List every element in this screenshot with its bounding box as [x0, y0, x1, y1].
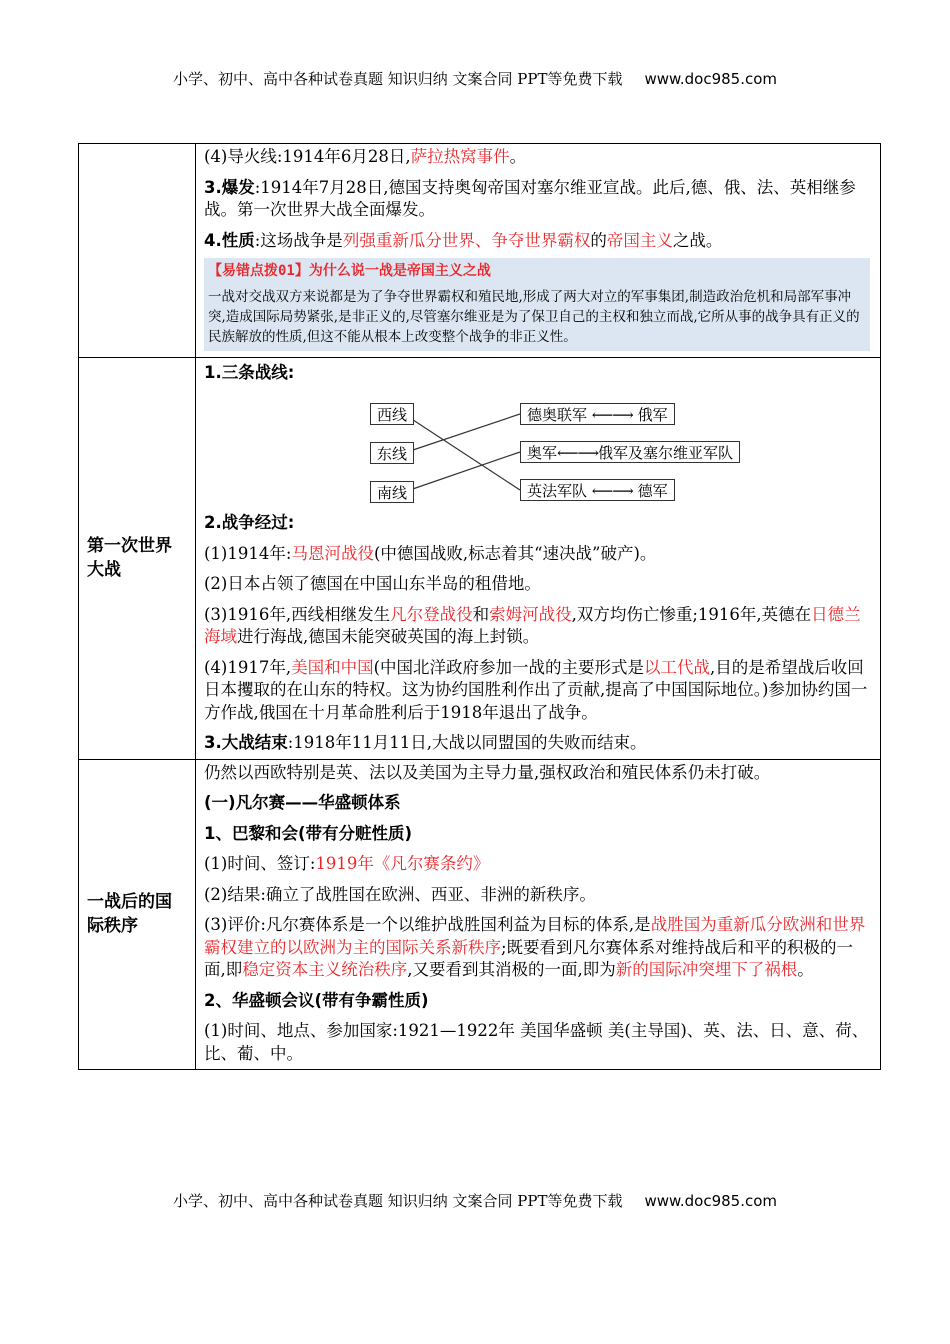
error-tip-title: 【易错点拨01】为什么说一战是帝国主义之战	[208, 263, 491, 279]
postwar-intro: 仍然以西欧特别是英、法以及美国为主导力量,强权政治和殖民体系仍未打破。	[204, 762, 771, 782]
notes-table	[78, 143, 881, 1070]
fuse-line: (4)导火线:1914年6月28日,萨拉热窝事件。	[204, 147, 527, 166]
table-row	[79, 759, 881, 1070]
war-end-line: 3.大战结束:1918年11月11日,大战以同盟国的失败而结束。	[204, 733, 647, 752]
washington-title: 2、华盛顿会议(带有争霸性质)	[204, 990, 429, 1010]
row-label-empty	[79, 144, 196, 358]
table-row	[79, 357, 881, 759]
nature-line: 4.性质:这场战争是列强重新瓜分世界、争夺世界霸权的帝国主义之战。	[204, 230, 723, 250]
course-2: (2)日本占领了德国在中国山东半岛的租借地。	[204, 574, 541, 593]
paris-1: (1)时间、签订:1919年《凡尔赛条约》	[204, 854, 490, 873]
course-3: (3)1916年,西线相继发生凡尔登战役和索姆河战役,双方均伤亡惨重;1916年,英德在日德兰海域进行海战,德国未能突破英国的海上封锁。	[204, 604, 861, 646]
row-label: 第一次世界大战	[79, 357, 196, 759]
paris-title: 1、巴黎和会(带有分赃性质)	[204, 823, 413, 843]
washington-1: (1)时间、地点、参加国家:1921—1922年 美国华盛顿 美(主导国)、英、法、日、意、荷、比、葡、中。	[204, 1021, 869, 1063]
table-row	[79, 144, 881, 358]
paris-3: (3)评价:凡尔赛体系是一个以维护战胜国利益为目标的体系,是战胜国为重新瓜分欧洲和世界霸权建立的以欧洲为主的国际关系新秩序;既要看到凡尔赛体系对维持战后和平的积极的一面,即稳定资本主义统治秩序,又要看到其消极的一面,即为新的国际冲突埋下了祸根。	[204, 915, 866, 979]
error-tip-body: 一战对交战双方来说都是为了争夺世界霸权和殖民地,形成了两大对立的军事集团,制造政治危机和局部军事冲突,造成国际局势紧张,是非正义的,尽管塞尔维亚是为了保卫自己的主权和独立而战,它所从事的战争具有正义的民族解放的性质,但这不能从根本上改变整个战争的非正义性。	[208, 288, 860, 345]
row-label: 一战后的国际秩序	[79, 759, 196, 1070]
course-1: (1)1914年:马恩河战役(中德国战败,标志着其“速决战”破产)。	[204, 543, 657, 563]
front-west: 西线	[370, 403, 414, 425]
line-east-east	[404, 414, 520, 453]
row-content	[196, 759, 881, 1070]
row-content	[196, 144, 881, 358]
combatants-west: 德奥联军 ⟵⟶ 俄军	[520, 403, 675, 425]
page-footer	[0, 1190, 950, 1211]
paris-2: (2)结果:确立了战胜国在欧洲、西亚、非洲的新秩序。	[204, 884, 596, 904]
header-text: 小学、初中、高中各种试卷真题 知识归纳 文案合同 PPT等免费下载	[172, 70, 623, 88]
fronts-diagram	[204, 394, 870, 504]
line-south-south	[404, 452, 520, 492]
footer-url[interactable]: www.doc985.com	[644, 1192, 778, 1210]
header-url[interactable]: www.doc985.com	[644, 70, 778, 88]
course-4: (4)1917年,美国和中国(中国北洋政府参加一战的主要形式是以工代战,目的是希望战后收回日本攫取的在山东的特权。这为协约国胜利作出了贡献,提高了中国国际地位。)参加协约国一方作战,俄国在十月革命胜利后于1918年退出了战争。	[204, 657, 868, 722]
row-content	[196, 357, 881, 759]
line-west-west	[404, 414, 520, 490]
error-tip-box	[204, 258, 870, 351]
front-east: 东线	[370, 442, 414, 464]
course-title: 2.战争经过:	[204, 513, 295, 532]
footer-text: 小学、初中、高中各种试卷真题 知识归纳 文案合同 PPT等免费下载	[172, 1192, 623, 1210]
outbreak-line: 3.爆发:1914年7月28日,德国支持奥匈帝国对塞尔维亚宣战。此后,德、俄、法、英相继参战。第一次世界大战全面爆发。	[204, 177, 856, 219]
combatants-east: 奥军⟵⟶俄军及塞尔维亚军队	[520, 441, 740, 463]
front-south: 南线	[370, 481, 414, 503]
system-subtitle: (一)凡尔赛——华盛顿体系	[204, 793, 401, 812]
fronts-title: 1.三条战线:	[204, 362, 295, 382]
combatants-south: 英法军队 ⟵⟶ 德军	[520, 479, 675, 501]
page-header	[0, 68, 950, 89]
